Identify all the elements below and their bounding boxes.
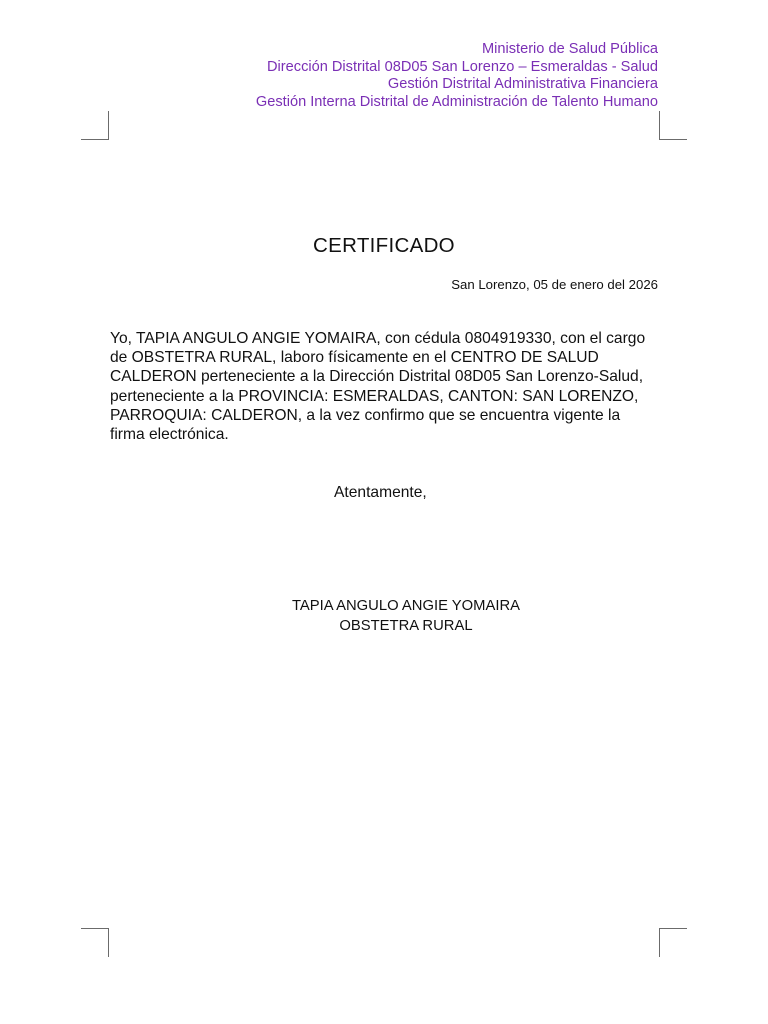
crop-mark-top-right [659, 111, 687, 140]
letterhead-line-admin: Gestión Distrital Administrativa Financiera [387, 76, 658, 92]
letterhead-line-talent: Gestión Interna Distrital de Administración de Talento Humano [255, 93, 658, 110]
crop-mark-bottom-right [659, 928, 687, 957]
signature-name: TAPIA ANGULO ANGIE YOMAIRA [291, 598, 521, 614]
letterhead-line-district: Dirección Distrital 08D05 San Lorenzo – Esmeraldas - Salud [267, 58, 658, 75]
crop-mark-top-left [81, 111, 109, 140]
closing-salutation: Atentamente, [334, 484, 427, 501]
document-date: San Lorenzo, 05 de enero del 2026 [451, 277, 658, 292]
crop-mark-bottom-left [81, 928, 109, 957]
certificate-body: Yo, TAPIA ANGULO ANGIE YOMAIRA, con cédula 0804919330, con el cargo de OBSTETRA RURAL, laboro físicamente en el CENTRO DE SALUD CALDERON perteneciente a la Dirección Distrital 08D05 San Lorenzo-Salud, perteneciente a la PROVINCIA: ESMERALDAS, CANTON: SAN LORENZO, PARROQUIA: CALDERON, a la vez confirmo que se encuentra vigente la firma electrónica. [110, 330, 646, 444]
letterhead-line-ministry: Ministerio de Salud Pública [481, 41, 658, 57]
letterhead [256, 41, 658, 111]
document-title: CERTIFICADO [313, 234, 455, 257]
signature-role: OBSTETRA RURAL [339, 618, 473, 634]
